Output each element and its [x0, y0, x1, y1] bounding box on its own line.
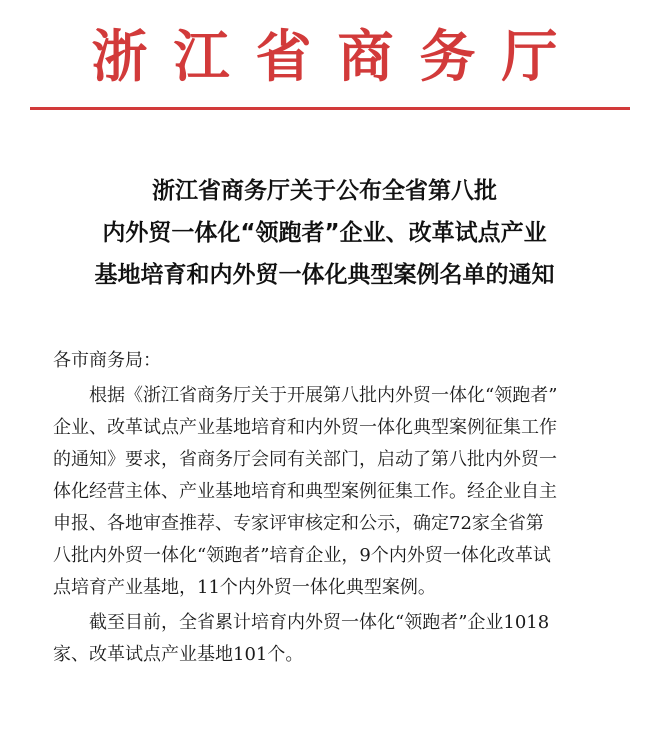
body-paragraph-2 — [53, 607, 613, 671]
letterhead-red-rule — [30, 107, 630, 110]
document-body — [53, 345, 613, 671]
paragraph-line: 申报、各地审查推荐、专家评审核定和公示，确定72家全省第 — [53, 513, 544, 534]
body-paragraph-1 — [53, 380, 613, 604]
letterhead-agency-name: 浙江省商务厅 — [91, 24, 584, 90]
title-line: 基地培育和内外贸一体化典型案例名单的通知 — [94, 262, 555, 288]
paragraph-line: 体化经营主体、产业基地培育和典型案例征集工作。经企业自主 — [53, 481, 557, 502]
paragraph-line: 点培育产业基地，11个内外贸一体化典型案例。 — [53, 577, 436, 598]
paragraph-line: 截至目前，全省累计培育内外贸一体化“领跑者”企业1018 — [89, 612, 550, 633]
document-title — [20, 170, 629, 296]
paragraph-line: 的通知》要求，省商务厅会同有关部门，启动了第八批内外贸一 — [53, 449, 557, 470]
paragraph-line: 八批内外贸一体化“领跑者”培育企业，9个内外贸一体化改革试 — [53, 545, 551, 566]
title-line: 浙江省商务厅关于公布全省第八批 — [152, 178, 497, 204]
title-line: 内外贸一体化“领跑者”企业、改革试点产业 — [102, 220, 547, 246]
paragraph-line: 企业、改革试点产业基地培育和内外贸一体化典型案例征集工作 — [53, 417, 557, 438]
salutation: 各市商务局： — [53, 350, 161, 371]
paragraph-line: 家、改革试点产业基地101个。 — [53, 644, 304, 665]
paragraph-line: 根据《浙江省商务厅关于开展第八批内外贸一体化“领跑者” — [89, 385, 558, 406]
